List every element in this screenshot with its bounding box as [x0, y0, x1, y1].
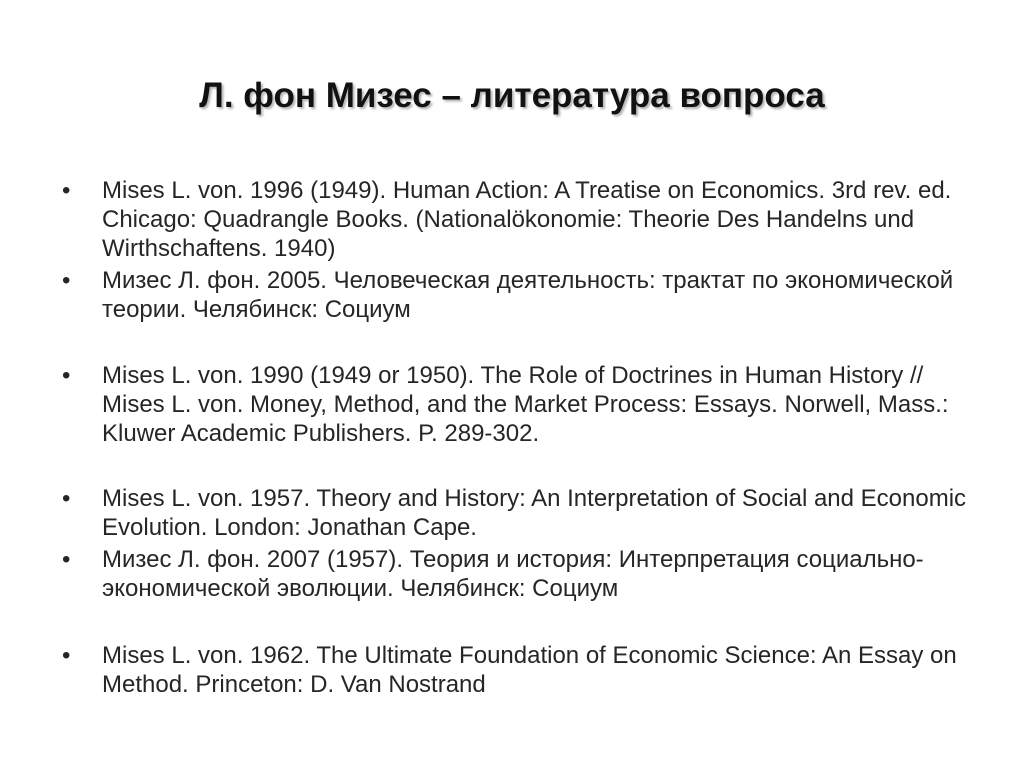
bibliography-item	[62, 361, 972, 448]
bibliography-text: Mises L. von. 1957. Theory and History: An Interpretation of Social and Economic Evolution. London: Jonathan Cape.	[102, 485, 967, 541]
bibliography-item	[62, 484, 972, 542]
bibliography-text: Мизес Л. фон. 2005. Человеческая деятельность: трактат по экономической теории. Челябинск: Социум	[102, 267, 954, 323]
bullet-icon: •	[62, 267, 71, 294]
bullet-icon: •	[62, 485, 71, 512]
slide-title: Л. фон Мизес – литература вопроса	[199, 76, 825, 115]
bibliography-text: Mises L. von. 1990 (1949 or 1950). The Role of Doctrines in Human History // Mises L. von. Money, Method, and the Market Process: Essays. Norwell, Mass.: Kluwer Academic Publishers. P. 289-302.	[102, 362, 949, 447]
bibliography-text: Мизес Л. фон. 2007 (1957). Теория и история: Интерпретация социально-экономической эволюции. Челябинск: Социум	[102, 546, 924, 602]
bullet-icon: •	[62, 546, 71, 573]
bullet-icon: •	[62, 642, 71, 669]
bibliography-text: Mises L. von. 1962. The Ultimate Foundation of Economic Science: An Essay on Method. Princeton: D. Van Nostrand	[102, 642, 957, 698]
bibliography-text: Mises L. von. 1996 (1949). Human Action: A Treatise on Economics. 3rd rev. ed. Chicago: Quadrangle Books. (Nationalökonomie: Theorie Des Handelns und Wirthschaftens. 1940)	[102, 177, 952, 262]
bibliography-item	[62, 641, 972, 699]
bibliography-item	[62, 266, 972, 324]
bibliography-item	[62, 545, 972, 603]
bibliography-item	[62, 176, 972, 263]
bullet-icon: •	[62, 177, 71, 204]
bullet-icon: •	[62, 362, 71, 389]
